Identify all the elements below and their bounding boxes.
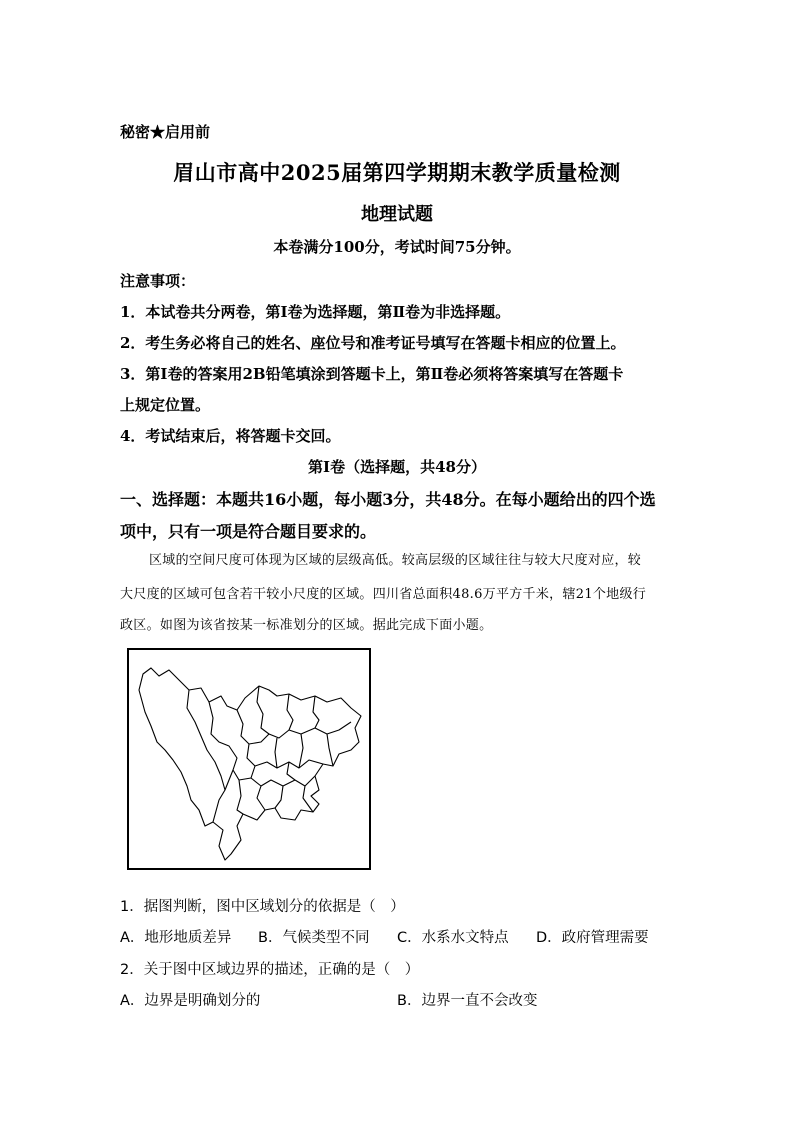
passage-line: 大尺度的区域可包含若干较小尺度的区域。四川省总面积48.6万平方千米，辖21个地级行 [120, 587, 647, 602]
notice-heading: 注意事项： [120, 272, 196, 290]
passage-line: 政区。如图为该省按某一标准划分的区域。据此完成下面小题。 [120, 618, 493, 633]
exam-subtitle: 地理试题 [361, 204, 433, 225]
notice-item: 1．本试卷共分两卷，第Ⅰ卷为选择题，第Ⅱ卷为非选择题。 [120, 303, 511, 321]
question-1-stem: 1．据图判断，图中区域划分的依据是（ ） [120, 899, 405, 915]
notice-item: 2．考生务必将自己的姓名、座位号和准考证号填写在答题卡相应的位置上。 [120, 334, 626, 352]
question-2-stem: 2．关于图中区域边界的描述，正确的是（ ） [120, 962, 420, 978]
question-1-option-b: B．气候类型不同 [258, 930, 370, 946]
score-time-line: 本卷满分100分，考试时间75分钟。 [273, 238, 521, 256]
section-title: 第Ⅰ卷（选择题，共48分） [308, 458, 486, 476]
section-instruction: 项中，只有一项是符合题目要求的。 [120, 522, 377, 541]
map-outline-drawing [129, 650, 369, 868]
question-2-option-a: A．边界是明确划分的 [120, 993, 261, 1009]
exam-title: 眉山市高中2025届第四学期期末教学质量检测 [173, 160, 621, 185]
question-2-option-b: B．边界一直不会改变 [397, 993, 538, 1009]
question-1-option-a: A．地形地质差异 [120, 930, 232, 946]
notice-item: 4．考试结束后，将答题卡交回。 [120, 427, 341, 445]
question-1-option-c: C．水系水文特点 [397, 930, 509, 946]
passage-line: 区域的空间尺度可体现为区域的层级高低。较高层级的区域往往与较大尺度对应，较 [149, 553, 642, 568]
confidential-label: 秘密★启用前 [120, 123, 211, 141]
question-1-option-d: D．政府管理需要 [536, 930, 649, 946]
notice-item-continuation: 上规定位置。 [120, 396, 211, 414]
section-instruction: 一、选择题：本题共16小题，每小题3分，共48分。在每小题给出的四个选 [120, 490, 656, 509]
sichuan-region-map [127, 648, 371, 870]
notice-item: 3．第Ⅰ卷的答案用2B铅笔填涂到答题卡上，第Ⅱ卷必须将答案填写在答题卡 [120, 365, 624, 383]
